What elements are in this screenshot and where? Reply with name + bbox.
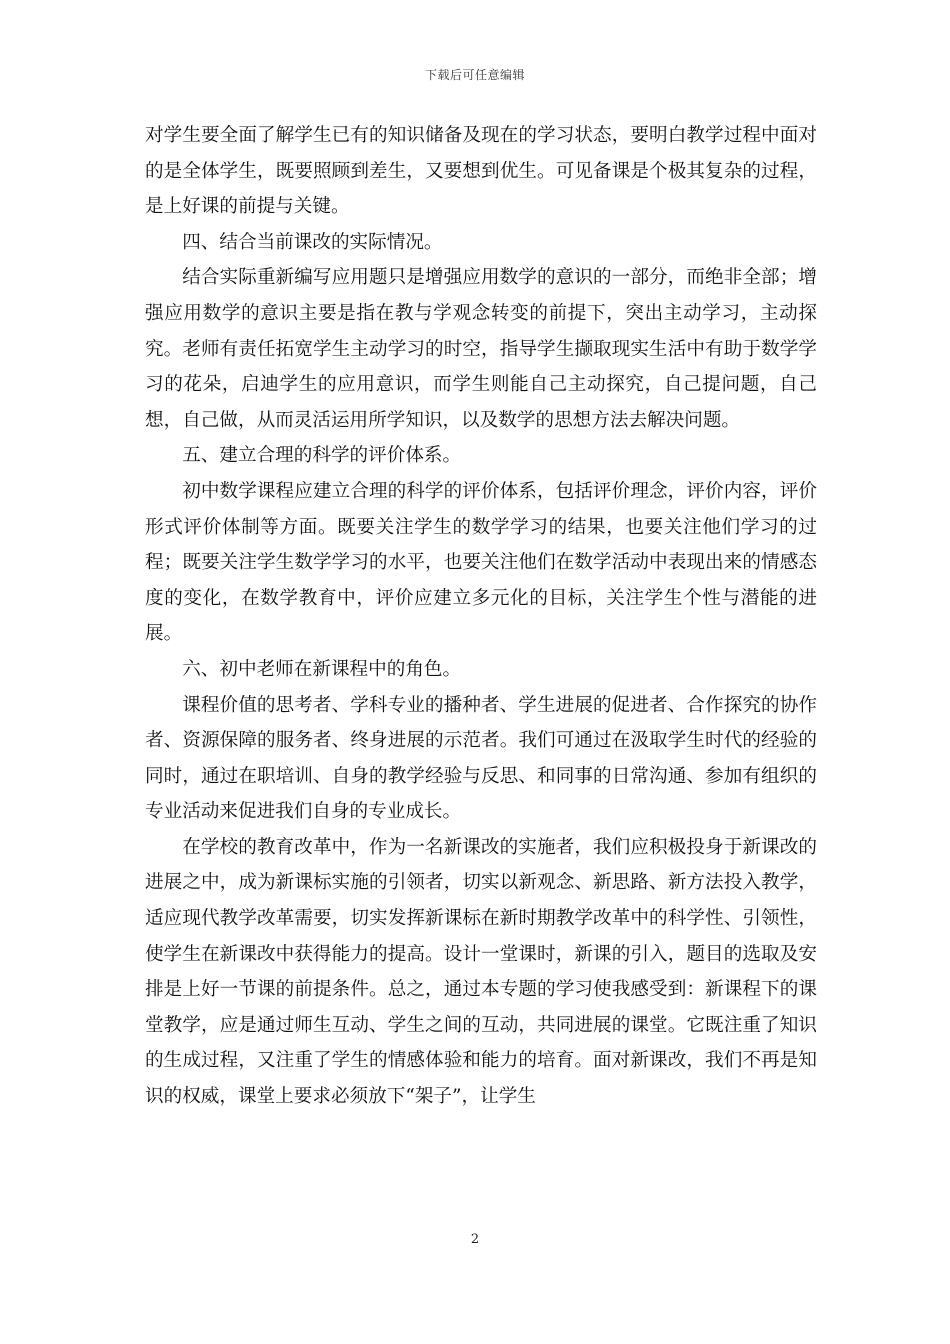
section-heading-5: 五、建立合理的科学的评价体系。: [182, 445, 462, 467]
paragraph-1: 对学生要全面了解学生已有的知识储备及现在的学习状态，要明白教学过程中面对的是全体学生，既要照顾到差生，又要想到优生。可见备课是个极其复杂的过程，是上好课的前提与关键。: [145, 125, 817, 218]
page-number: 2: [470, 1232, 480, 1247]
section-heading-6: 六、初中老师在新课程中的角色。: [182, 658, 462, 680]
section-heading-4: 四、结合当前课改的实际情况。: [182, 231, 443, 253]
paragraph-2: 结合实际重新编写应用题只是增强应用数学的意识的一部分，而绝非全部；增强应用数学的意识主要是指在教与学观念转变的前提下，突出主动学习，主动探究。老师有责任拓宽学生主动学习的时空，指导学生撷取现实生活中有助于数学学习的花朵，启迪学生的应用意识，而学生则能自己主动探究，自己提问题，自己想，自己做，从而灵活运用所学知识，以及数学的思想方法去解决问题。: [145, 267, 817, 431]
paragraph-5: 在学校的教育改革中，作为一名新课改的实施者，我们应积极投身于新课改的进展之中，成为新课标实施的引领者，切实以新观念、新思路、新方法投入教学，适应现代教学改革需要，切实发挥新课标在新时期教学改革中的科学性、引领性，使学生在新课改中获得能力的提高。设计一堂课时，新课的引入，题目的选取及安排是上好一节课的前提条件。总之，通过本专题的学习使我感受到：新课程下的课堂教学，应是通过师生互动、学生之间的互动，共同进展的课堂。它既注重了知识的生成过程，又注重了学生的情感体验和能力的培育。面对新课改，我们不再是知识的权威，课堂上要求必须放下“架子”，让学生: [145, 836, 817, 1108]
paragraph-4: 课程价值的思考者、学科专业的播种者、学生进展的促进者、合作探究的协作者、资源保障的服务者、终身进展的示范者。我们可通过在汲取学生时代的经验的同时，通过在职培训、自身的教学经验与反思、和同事的日常沟通、参加有组织的专业活动来促进我们自身的专业成长。: [145, 694, 817, 823]
page-header: 下载后可任意编辑: [424, 68, 525, 82]
document-body: [145, 118, 817, 1115]
paragraph-3: 初中数学课程应建立合理的科学的评价体系，包括评价理念，评价内容，评价形式评价体制等方面。既要关注学生的数学学习的结果，也要关注他们学习的过程；既要关注学生数学学习的水平，也要关注他们在数学活动中表现出来的情感态度的变化，在数学教育中，评价应建立多元化的目标，关注学生个性与潜能的进展。: [145, 480, 817, 645]
